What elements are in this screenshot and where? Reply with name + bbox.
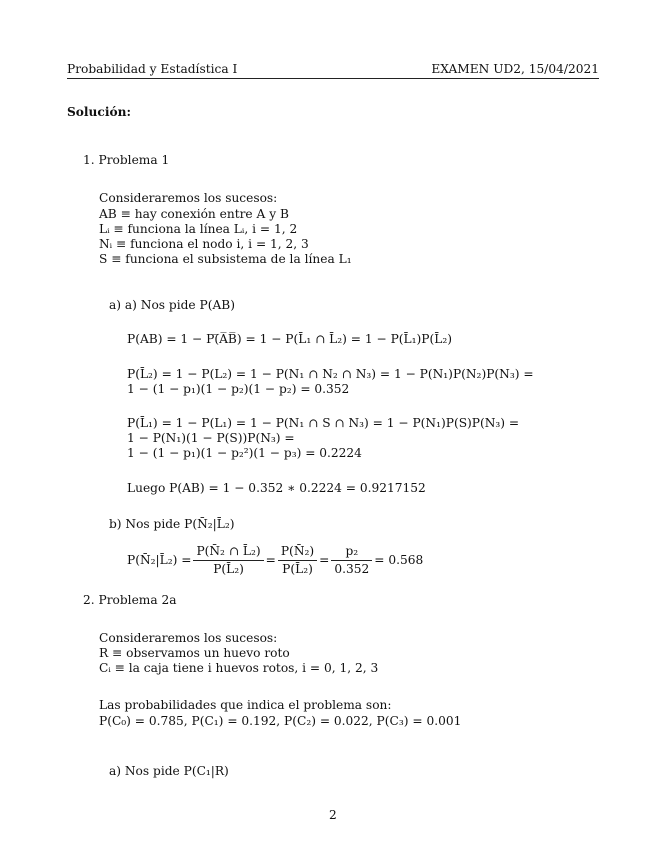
problem1-part-a-label: a) a) Nos pide P(AB) xyxy=(109,298,235,312)
fraction-denominator: P(L̄₂) xyxy=(282,561,313,576)
problem2-intro: Consideraremos los sucesos: xyxy=(99,631,278,645)
fraction-denominator: P(L̄₂) xyxy=(213,561,244,576)
bayes-equation xyxy=(127,544,423,576)
problem1-event: AB ≡ hay conexión entre A y B xyxy=(99,207,289,221)
fraction xyxy=(193,544,263,576)
header-exam: EXAMEN UD2, 15/04/2021 xyxy=(431,62,599,76)
problem2-event: Cᵢ ≡ la caja tiene i huevos rotos, i = 0, 1, 2, 3 xyxy=(99,661,379,675)
problem2-part-a-label: a) Nos pide P(C₁|R) xyxy=(109,764,229,778)
fraction xyxy=(278,544,317,576)
problem1-event: S ≡ funciona el subsistema de la línea L₁ xyxy=(99,252,352,266)
header-course: Probabilidad y Estadística I xyxy=(67,62,238,76)
fraction-numerator: p₂ xyxy=(331,544,372,561)
problem1-intro: Consideraremos los sucesos: xyxy=(99,191,278,205)
equation: 1 − P(N₁)(1 − P(S))P(N₃) = xyxy=(127,431,295,445)
problem1-event: Lᵢ ≡ funciona la línea Lᵢ, i = 1, 2 xyxy=(99,222,298,236)
equation: P(L̄₁) = 1 − P(L₁) = 1 − P(N₁ ∩ S ∩ N₃) = 1 − P(N₁)P(S)P(N₃) = xyxy=(127,416,520,430)
fraction-denominator: 0.352 xyxy=(334,561,370,576)
problem1-part-b-label: b) Nos pide P(N̄₂|L̄₂) xyxy=(109,517,235,531)
fraction xyxy=(331,544,372,576)
problem2-event: R ≡ observamos un huevo roto xyxy=(99,646,290,660)
problem1-event: Nᵢ ≡ funciona el nodo i, i = 1, 2, 3 xyxy=(99,237,309,251)
equals-sign: = xyxy=(319,552,330,567)
problem2-prob-intro: Las probabilidades que indica el problema son: xyxy=(99,698,392,712)
equation: P(AB) = 1 − P(̅A̅B̅) = 1 − P(L̄₁ ∩ L̄₂) = 1 − P(L̄₁)P(L̄₂) xyxy=(127,332,452,346)
problem2-heading: 2. Problema 2a xyxy=(83,593,177,607)
equals-sign: = xyxy=(265,552,276,567)
equation: 1 − (1 − p₁)(1 − p₂²)(1 − p₃) = 0.2224 xyxy=(127,446,362,460)
fraction-numerator: P(N̄₂) xyxy=(278,544,317,561)
result: = 0.568 xyxy=(374,552,424,567)
header-rule xyxy=(67,78,599,79)
solution-title: Solución: xyxy=(67,105,131,119)
problem2-probs: P(C₀) = 0.785, P(C₁) = 0.192, P(C₂) = 0.022, P(C₃) = 0.001 xyxy=(99,714,462,728)
equation: 1 − (1 − p₁)(1 − p₂)(1 − p₂) = 0.352 xyxy=(127,382,350,396)
conclusion: Luego P(AB) = 1 − 0.352 ∗ 0.2224 = 0.9217152 xyxy=(127,481,426,495)
problem1-heading: 1. Problema 1 xyxy=(83,153,170,167)
page-number: 2 xyxy=(329,808,337,822)
equation-lhs: P(N̄₂|L̄₂) = xyxy=(127,552,192,567)
equation: P(L̄₂) = 1 − P(L₂) = 1 − P(N₁ ∩ N₂ ∩ N₃) = 1 − P(N₁)P(N₂)P(N₃) = xyxy=(127,367,534,381)
fraction-numerator: P(N̄₂ ∩ L̄₂) xyxy=(193,544,263,561)
